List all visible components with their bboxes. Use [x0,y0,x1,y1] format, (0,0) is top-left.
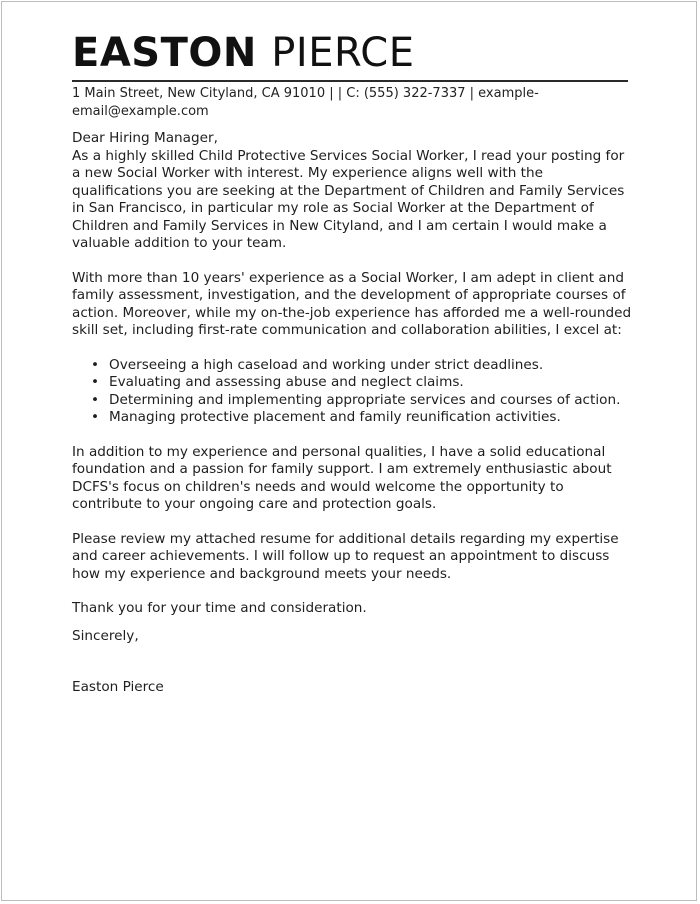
list-item-text: Overseeing a high caseload and working under strict deadlines. [109,356,544,373]
letterhead [72,30,630,82]
applicant-last-name: PIERCE [271,30,415,76]
list-item [91,357,632,375]
header-divider [72,80,628,82]
bullet-icon: • [91,356,100,373]
list-item-text: Managing protective placement and family reunification activities. [109,409,561,425]
paragraph-followup: Please review my attached resume for additional details regarding my expertise and career achievements. I will follow up to request an appointment to discuss how my experience and background meets your needs. [72,530,619,582]
bullet-icon: • [91,409,100,425]
list-item [91,409,632,427]
thanks-line: Thank you for your time and consideration. [72,600,367,616]
contact-line: 1 Main Street, New Cityland, CA 91010 | | C: (555) 322-7337 | example-email@example.com [72,86,539,119]
letter-body [72,130,632,697]
paragraph-intro: As a highly skilled Child Protective Services Social Worker, I read your posting for a new Social Worker with interest. My experience aligns well with the qualifications you are seeking at the Department of Children and Family Services in San Francisco, in particular my role as Social Worker at the Department of Children and Family Services in New Cityland, and I am certain I would make a valuable addition to your team. [72,147,625,251]
paragraph-experience: With more than 10 years' experience as a Social Worker, I am adept in client and family assessment, investigation, and the development of appropriate courses of action. Moreover, while my on-the-job experience has afforded me a well-rounded skill set, including first-rate communication and collaboration abilities, I excel at: [72,269,632,338]
paragraph-education: In addition to my experience and personal qualities, I have a solid educational foundation and a passion for family support. I am extremely enthusiastic about DCFS's focus on children's needs and would welcome the opportunity to contribute to your ongoing care and protection goals. [72,443,612,512]
signature-name: Easton Pierce [72,679,164,695]
applicant-name [72,30,630,76]
list-item [91,374,632,392]
salutation: Dear Hiring Manager, [72,130,218,146]
list-item-text: Evaluating and assessing abuse and neglect claims. [109,374,464,390]
bullet-icon: • [91,391,100,408]
list-item [91,392,632,410]
list-item-text: Determining and implementing appropriate services and courses of action. [109,391,621,408]
bullet-icon: • [91,374,100,390]
skills-list [72,357,632,427]
applicant-first-name: EASTON [72,30,257,76]
closing: Sincerely, [72,627,139,644]
